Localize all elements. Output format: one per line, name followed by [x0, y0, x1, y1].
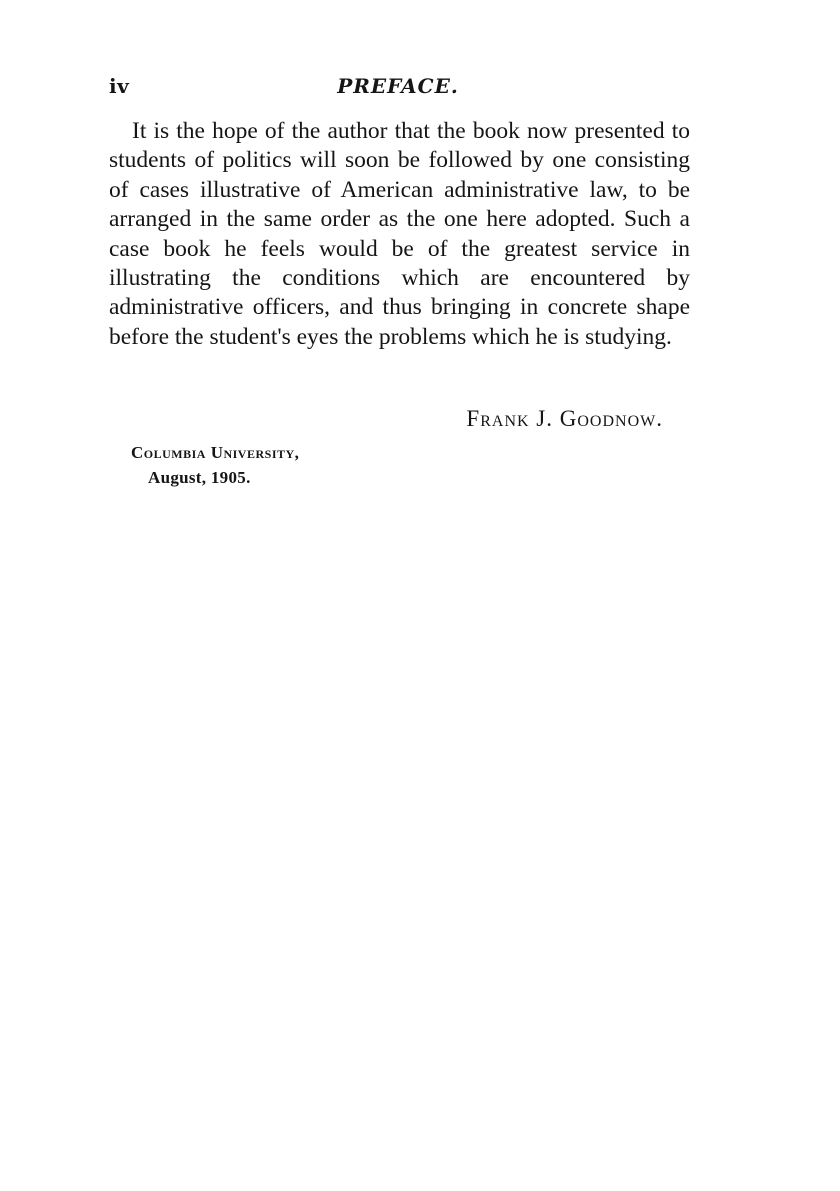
running-title: PREFACE.	[337, 74, 459, 98]
date-line: August, 1905.	[148, 468, 251, 487]
preface-paragraph: It is the hope of the author that the book now presented to students of politics will soon be followed by one consisting of cases illustrative of American administrative law, to be arranged in the same order as the one here adopted. Such a case book he feels would be of the greatest service in illustrating the conditions which are encountered by administrative officers, and thus bringing in concrete shape before the student's eyes the problems which he is studying.	[109, 118, 690, 350]
author-signature: Frank J. Goodnow.	[466, 406, 663, 431]
page-number: iv	[109, 74, 130, 98]
institution-line: Columbia University,	[131, 443, 300, 462]
